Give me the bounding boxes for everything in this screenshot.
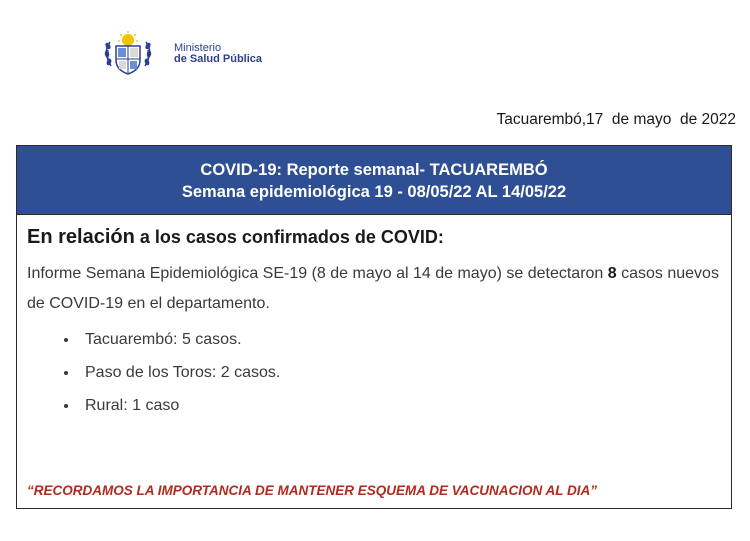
report-content xyxy=(17,226,731,422)
section-title xyxy=(27,226,721,249)
report-box xyxy=(16,145,732,509)
section-title-lead: En relación xyxy=(27,226,135,248)
vaccination-reminder: “RECORDAMOS LA IMPORTANCIA DE MANTENER ESQUEMA DE VACUNACION AL DIA” xyxy=(27,483,598,498)
report-date: Tacuarembó,17 de mayo de 2022 xyxy=(496,111,736,128)
report-subtitle: Semana epidemiológica 19 - 08/05/22 AL 14/05/22 xyxy=(181,183,567,201)
list-item: • Paso de los Toros: 2 casos. xyxy=(79,356,721,389)
report-text-before: Informe Semana Epidemiológica SE-19 (8 de mayo al 14 de mayo) se detectaron xyxy=(27,265,608,282)
report-title: COVID-19: Reporte semanal- TACUAREMBÓ xyxy=(200,161,548,179)
report-paragraph xyxy=(27,259,721,319)
cases-list xyxy=(27,323,721,422)
report-header xyxy=(17,146,731,215)
new-cases-count: 8 xyxy=(607,265,617,282)
report-text-after: casos nuevos de COVID-19 en el departamento. xyxy=(27,265,719,312)
ministry-logo xyxy=(102,30,262,78)
list-item: • Rural: 1 caso xyxy=(79,389,721,422)
ministry-name-line2: de Salud Pública xyxy=(174,53,263,65)
list-item: • Tacuarembó: 5 casos. xyxy=(79,323,721,356)
uruguay-coat-of-arms-icon xyxy=(102,30,154,78)
section-title-rest: a los casos confirmados de COVID: xyxy=(134,227,444,247)
ministry-name xyxy=(174,43,262,65)
ministry-name-line1: Ministerio xyxy=(174,42,222,54)
